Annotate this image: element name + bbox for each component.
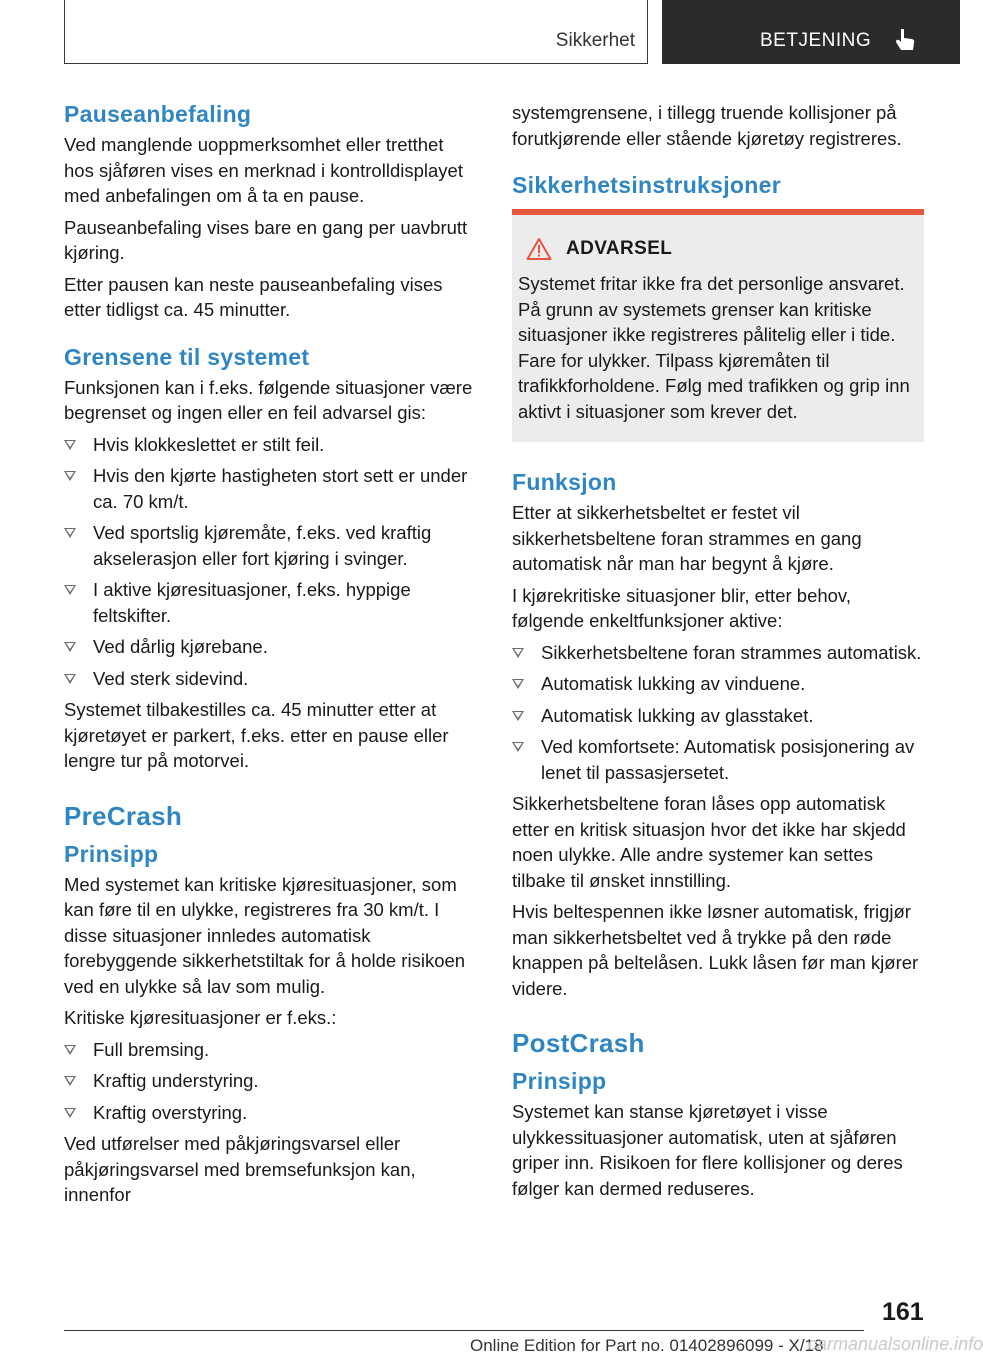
paragraph: Funksjonen kan i f.eks. følgende situasjoner være begrenset og ingen eller en feil advarsel gis: bbox=[64, 376, 473, 423]
section-heading-safety: Sikkerhetsinstruksjoner bbox=[512, 172, 781, 198]
watermark: carmanualsonline.info bbox=[808, 1334, 983, 1354]
section-heading-limits: Grensene til systemet bbox=[64, 343, 310, 370]
chapter-heading-postcrash: PostCrash bbox=[512, 1028, 645, 1058]
paragraph: Etter pausen kan neste pauseanbefaling vises etter tidligst ca. 45 minutter. bbox=[64, 273, 443, 320]
header-chapter-title: BETJENING bbox=[760, 30, 872, 51]
function-list bbox=[512, 640, 924, 786]
paragraph: Systemet tilbakestilles ca. 45 minutter etter at kjøretøyet er parkert, f.eks. etter en pause eller lengre tur på motorvei. bbox=[64, 699, 449, 771]
right-column bbox=[512, 100, 924, 1207]
warning-text: Systemet fritar ikke fra det personlige ansvaret. På grunn av systemets grenser kan kritiske situasjoner ikke registreres pålitelig eller i tide. Fare for ulykker. Tilpass kjøremåten til trafikkforholdene. Følg med trafikken og grip inn aktivt i situasjoner som krever det. bbox=[518, 273, 910, 422]
footer-edition: Online Edition for Part no. 01402896099 - X/18 bbox=[470, 1336, 824, 1355]
paragraph: Hvis beltespennen ikke løsner automatisk, frigjør man sikkerhetsbeltet ved å trykke på den røde knappen på beltelåsen. Lukk låsen før man kjører videre. bbox=[512, 901, 919, 999]
header-section-box bbox=[64, 0, 648, 64]
warning-box bbox=[512, 209, 924, 442]
header-section-title: Sikkerhet bbox=[555, 30, 635, 51]
list-item: Automatisk lukking av glasstaket. bbox=[512, 703, 924, 729]
paragraph: Sikkerhetsbeltene foran låses opp automatisk etter en kritisk situasjon hvor det ikke har skjedd noen ulykke. Alle andre systemer kan settes tilbake til ønsket innstilling. bbox=[512, 793, 906, 891]
list-item: Ved sportslig kjøremåte, f.eks. ved kraftig akselerasjon eller fort kjøring i svinger. bbox=[64, 520, 476, 571]
paragraph: I kjørekritiske situasjoner blir, etter behov, følgende enkeltfunksjoner aktive: bbox=[512, 584, 851, 631]
section-heading-pause: Pauseanbefaling bbox=[64, 101, 252, 127]
paragraph: Ved manglende uoppmerksomhet eller tretthet hos sjåføren vises en merknad i kontrolldisplayet med anbefalingen om å ta en pause. bbox=[64, 134, 463, 206]
chapter-heading-precrash: PreCrash bbox=[64, 800, 183, 831]
triangle-bullet-icon bbox=[512, 711, 524, 721]
triangle-bullet-icon bbox=[64, 1045, 76, 1055]
triangle-bullet-icon bbox=[512, 679, 524, 689]
triangle-bullet-icon bbox=[64, 642, 76, 652]
paragraph: Med systemet kan kritiske kjøresituasjoner, som kan føre til en ulykke, registreres fra 30 km/t. I disse situasjoner innledes automatisk forebyggende sikkerhetstiltak for å holde risikoen ved en ulykke så lav som mulig. bbox=[64, 873, 466, 997]
section-heading-principle: Prinsipp bbox=[512, 1068, 607, 1094]
list-item: Full bremsing. bbox=[64, 1037, 476, 1063]
paragraph: Ved utførelser med påkjøringsvarsel eller påkjøringsvarsel med bremsefunksjon kan, innenfor bbox=[64, 1133, 416, 1205]
list-item: I aktive kjøresituasjoner, f.eks. hyppige feltskifter. bbox=[64, 577, 476, 628]
list-item: Ved dårlig kjørebane. bbox=[64, 634, 476, 660]
triangle-bullet-icon bbox=[64, 674, 76, 684]
list-item: Ved komfortsete: Automatisk posisjonering av lenet til passasjersetet. bbox=[512, 734, 924, 785]
paragraph: systemgrensene, i tillegg truende kollisjoner på forutkjørende eller stående kjøretøy registreres. bbox=[512, 102, 902, 149]
limits-list bbox=[64, 432, 476, 692]
list-item: Sikkerhetsbeltene foran strammes automatisk. bbox=[512, 640, 924, 666]
header-chapter-box bbox=[662, 0, 960, 64]
warning-label: ADVARSEL bbox=[566, 238, 673, 259]
triangle-bullet-icon bbox=[64, 1076, 76, 1086]
list-item: Ved sterk sidevind. bbox=[64, 666, 476, 692]
paragraph: Systemet kan stanse kjøretøyet i visse ulykkessituasjoner automatisk, uten at sjåføren griper inn. Risikoen for flere kollisjoner og deres følger kan dermed reduseres. bbox=[512, 1101, 903, 1199]
footer-divider bbox=[64, 1330, 864, 1331]
triangle-bullet-icon bbox=[64, 471, 76, 481]
section-heading-principle: Prinsipp bbox=[64, 840, 159, 867]
warning-triangle-icon bbox=[526, 237, 552, 261]
triangle-bullet-icon bbox=[512, 648, 524, 658]
triangle-bullet-icon bbox=[64, 585, 76, 595]
section-heading-function: Funksjon bbox=[512, 469, 617, 495]
triangle-bullet-icon bbox=[64, 440, 76, 450]
triangle-bullet-icon bbox=[64, 1108, 76, 1118]
list-item: Automatisk lukking av vinduene. bbox=[512, 671, 924, 697]
page-number: 161 bbox=[882, 1298, 924, 1326]
triangle-bullet-icon bbox=[512, 742, 524, 752]
list-item: Hvis den kjørte hastigheten stort sett er under ca. 70 km/t. bbox=[64, 463, 476, 514]
left-column bbox=[64, 100, 476, 1214]
hand-pointer-icon bbox=[892, 26, 920, 54]
triangle-bullet-icon bbox=[64, 528, 76, 538]
list-item: Hvis klokkeslettet er stilt feil. bbox=[64, 432, 476, 458]
paragraph: Pauseanbefaling vises bare en gang per uavbrutt kjøring. bbox=[64, 216, 468, 263]
list-item: Kraftig understyring. bbox=[64, 1068, 476, 1094]
critical-list bbox=[64, 1037, 476, 1126]
list-item: Kraftig overstyring. bbox=[64, 1100, 476, 1126]
paragraph: Etter at sikkerhetsbeltet er festet vil sikkerhetsbeltene foran strammes en gang automatisk når man har begynt å kjøre. bbox=[512, 502, 862, 574]
paragraph: Kritiske kjøresituasjoner er f.eks.: bbox=[64, 1007, 337, 1028]
